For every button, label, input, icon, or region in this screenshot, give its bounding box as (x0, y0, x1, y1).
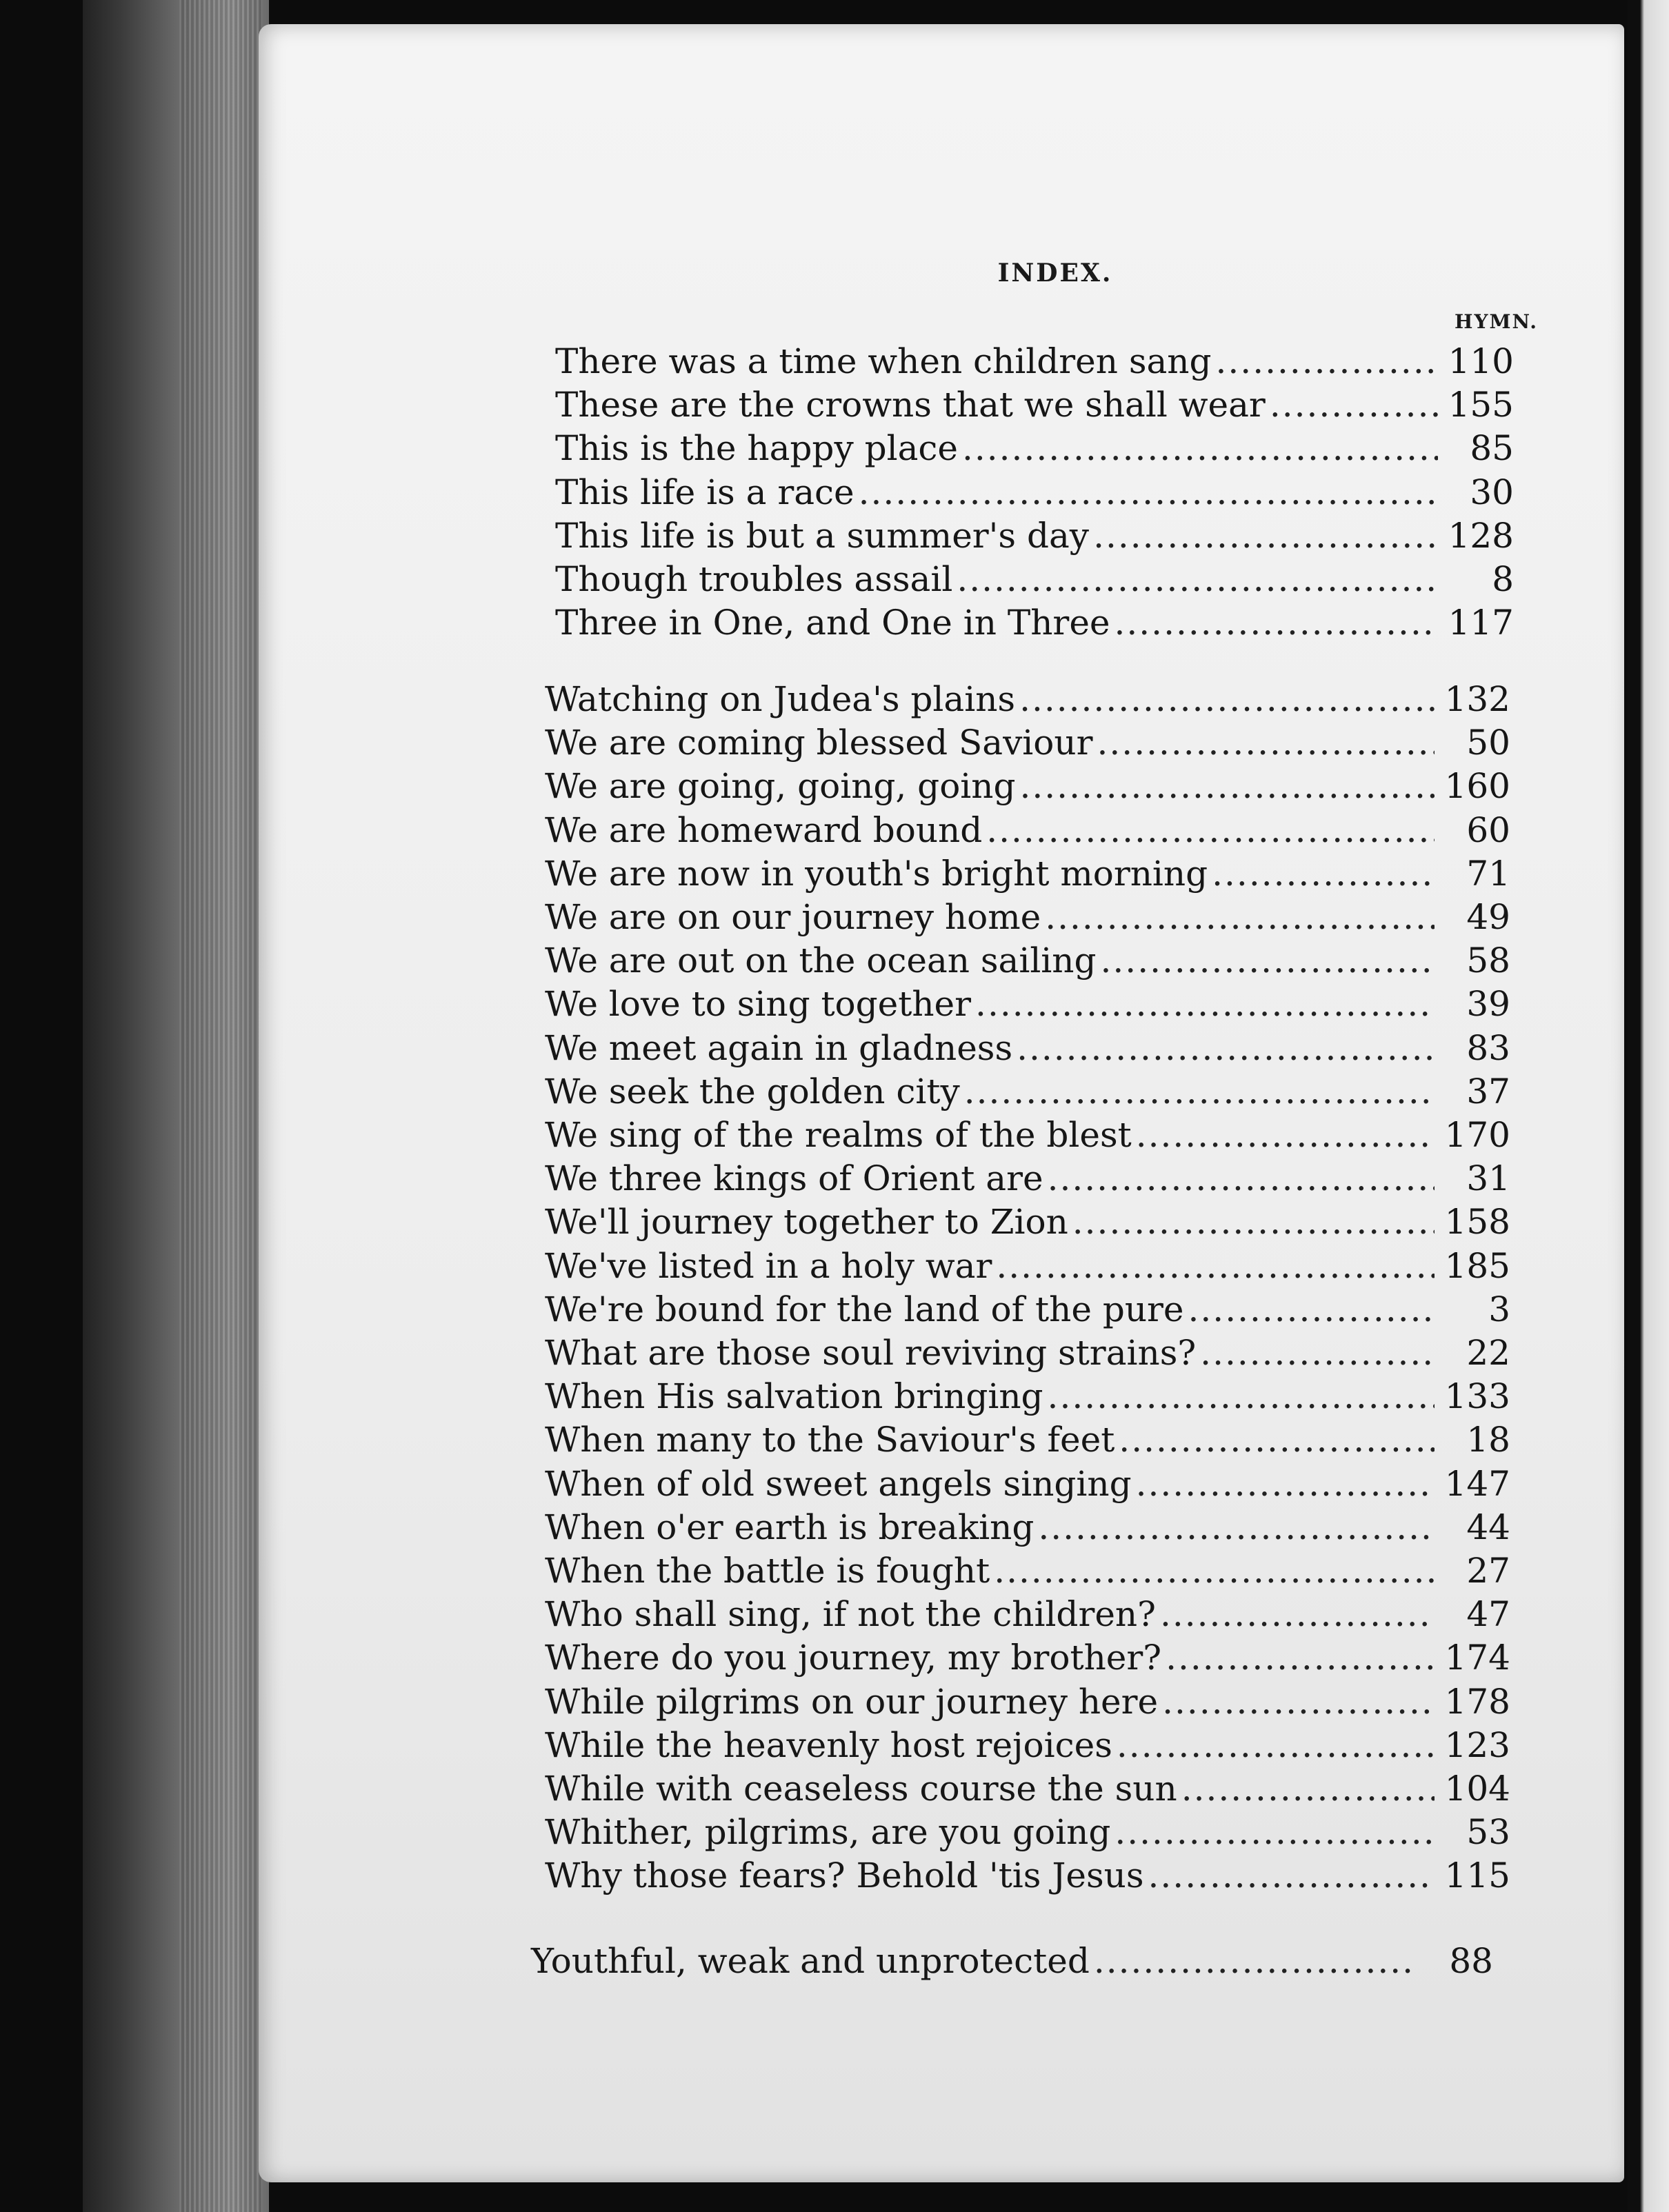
index-entry (545, 1551, 1510, 1592)
index-entry (545, 1638, 1510, 1679)
index-entry (545, 897, 1510, 938)
entry-title: While the heavenly host rejoices (545, 1725, 1112, 1765)
dot-leader (994, 1551, 1435, 1591)
index-entry (555, 516, 1514, 557)
dot-leader (1072, 1202, 1435, 1242)
index-entry (545, 1769, 1510, 1810)
index-entry (555, 559, 1514, 601)
hymn-number: 170 (1444, 1115, 1510, 1155)
dot-leader (1148, 1856, 1435, 1896)
index-entry (545, 1856, 1510, 1897)
hymn-number: 160 (1444, 766, 1510, 807)
hymn-number: 132 (1444, 679, 1510, 719)
index-entry (545, 1246, 1510, 1287)
dot-leader (1038, 1507, 1435, 1547)
index-entry (545, 1464, 1510, 1505)
entry-title: We seek the golden city (545, 1071, 960, 1112)
entry-title: This is the happy place (555, 428, 958, 469)
hymn-number: 115 (1444, 1856, 1510, 1896)
dot-leader (1115, 603, 1439, 643)
entry-title: Youthful, weak and unprotected (531, 1941, 1090, 1981)
index-entry (545, 1333, 1510, 1374)
hymn-number: 22 (1466, 1333, 1510, 1373)
hymn-number: 8 (1492, 559, 1514, 599)
page-stack-lines (179, 0, 262, 2212)
hymn-number: 49 (1466, 897, 1510, 937)
entry-title: We three kings of Orient are (545, 1158, 1043, 1199)
page-heading: INDEX. (997, 259, 1113, 288)
hymn-number: 174 (1444, 1638, 1510, 1678)
entry-title: While with ceaseless course the sun (545, 1769, 1177, 1809)
dot-leader (1216, 341, 1438, 381)
index-entry (545, 679, 1510, 721)
dot-leader (1200, 1333, 1435, 1373)
entry-title: When many to the Saviour's feet (545, 1420, 1115, 1460)
index-entry (545, 1507, 1510, 1549)
hymn-number: 37 (1466, 1071, 1510, 1112)
entry-title: Who shall sing, if not the children? (545, 1594, 1156, 1635)
index-entry (555, 603, 1514, 644)
index-entry (545, 1072, 1510, 1113)
index-entry (531, 1941, 1493, 1982)
index-entry (545, 1725, 1510, 1767)
dot-leader (1020, 766, 1435, 806)
dot-leader (1115, 1812, 1435, 1852)
hymn-number: 71 (1466, 853, 1510, 894)
dot-leader (1136, 1115, 1435, 1155)
hymn-number: 50 (1466, 723, 1510, 763)
hymn-number: 53 (1466, 1812, 1510, 1853)
entry-title: These are the crowns that we shall wear (555, 385, 1266, 425)
entry-title: We meet again in gladness (545, 1027, 1013, 1068)
hymn-number: 27 (1466, 1551, 1510, 1591)
hymn-number: 117 (1448, 603, 1514, 643)
entry-title: When of old sweet angels singing (545, 1463, 1132, 1504)
index-entry (545, 1202, 1510, 1243)
facing-page-edge (1628, 0, 1669, 2212)
dot-leader (1094, 1941, 1417, 1981)
entry-title: Where do you journey, my brother? (545, 1638, 1162, 1678)
entry-title: This life is but a summer's day (555, 515, 1090, 556)
dot-leader (1181, 1769, 1435, 1809)
entry-title: We are now in youth's bright morning (545, 853, 1208, 894)
index-entry (545, 1376, 1510, 1418)
dot-leader (1162, 1682, 1435, 1722)
entry-title: There was a time when children sang (555, 341, 1212, 381)
dot-leader (1119, 1420, 1435, 1460)
hymn-number: 31 (1466, 1158, 1510, 1199)
index-entry (545, 810, 1510, 852)
dot-leader (1019, 679, 1435, 719)
hymn-number: 104 (1444, 1769, 1510, 1809)
entry-title: Three in One, and One in Three (555, 603, 1110, 643)
entry-title: Whither, pilgrims, are you going (545, 1812, 1111, 1853)
hymn-number: 128 (1448, 515, 1514, 556)
dot-leader (1188, 1289, 1435, 1329)
entry-title: While pilgrims on our journey here (545, 1681, 1159, 1722)
index-entry (555, 428, 1514, 470)
entry-title: We sing of the realms of the blest (545, 1115, 1132, 1155)
hymn-number: 39 (1466, 984, 1510, 1025)
entry-title: We'll journey together to Zion (545, 1202, 1068, 1243)
index-entry (545, 1594, 1510, 1636)
entry-title: This life is a race (555, 472, 855, 512)
dot-leader (964, 1072, 1435, 1112)
entry-title: We are going, going, going (545, 766, 1016, 807)
dot-leader (1160, 1594, 1435, 1634)
index-entry (545, 1812, 1510, 1853)
entry-title: Watching on Judea's plains (545, 679, 1016, 719)
entry-title: Though troubles assail (555, 559, 953, 599)
index-entry (555, 472, 1514, 514)
index-entry (545, 723, 1510, 764)
hymn-number: 58 (1466, 941, 1510, 981)
hymn-number: 88 (1449, 1941, 1493, 1981)
index-entry (545, 984, 1510, 1025)
index-entry (545, 766, 1510, 807)
hymn-number: 44 (1466, 1507, 1510, 1547)
dot-leader (1048, 1376, 1435, 1416)
index-entry (555, 385, 1514, 426)
dot-leader (1212, 854, 1435, 894)
entry-title: We are coming blessed Saviour (545, 723, 1093, 763)
hymn-number: 47 (1466, 1594, 1510, 1635)
index-entry (545, 1420, 1510, 1461)
entry-title: When His salvation bringing (545, 1376, 1043, 1417)
index-entry (545, 1289, 1510, 1331)
hymn-number: 110 (1448, 341, 1514, 381)
dot-leader (859, 472, 1438, 512)
index-entry (545, 1682, 1510, 1723)
hymn-number: 60 (1466, 810, 1510, 850)
hymn-number: 123 (1444, 1725, 1510, 1765)
entry-title: We are homeward bound (545, 810, 983, 850)
entry-title: Why those fears? Behold 'tis Jesus (545, 1856, 1144, 1896)
dot-leader (1048, 1158, 1435, 1198)
entry-title: We've listed in a holy war (545, 1245, 992, 1286)
entry-title: We are out on the ocean sailing (545, 941, 1097, 981)
hymn-number: 158 (1444, 1202, 1510, 1243)
dot-leader (962, 428, 1438, 468)
dot-leader (1093, 516, 1438, 556)
entry-title: We love to sing together (545, 984, 972, 1025)
entry-title: When o'er earth is breaking (545, 1507, 1035, 1547)
dot-leader (1097, 723, 1435, 763)
hymn-number: 3 (1488, 1289, 1510, 1329)
entry-title: What are those soul reviving strains? (545, 1333, 1197, 1373)
index-entry (545, 1158, 1510, 1200)
dot-leader (957, 559, 1438, 599)
hymn-number: 178 (1444, 1681, 1510, 1722)
hymn-number: 185 (1444, 1245, 1510, 1286)
dot-leader (1136, 1464, 1435, 1504)
dot-leader (1045, 897, 1435, 937)
hymn-column-label: HYMN. (1455, 310, 1538, 333)
hymn-number: 83 (1466, 1027, 1510, 1068)
entry-title: When the battle is fought (545, 1551, 990, 1591)
dot-leader (986, 810, 1435, 850)
index-entry (545, 1115, 1510, 1156)
dot-leader (1270, 385, 1438, 425)
index-entry (545, 1028, 1510, 1069)
hymn-number: 85 (1470, 428, 1514, 469)
hymn-number: 30 (1470, 472, 1514, 512)
hymn-number: 155 (1448, 385, 1514, 425)
hymn-number: 18 (1466, 1420, 1510, 1460)
entry-title: We are on our journey home (545, 897, 1041, 937)
dot-leader (1117, 1725, 1435, 1765)
hymn-number: 133 (1444, 1376, 1510, 1417)
dot-leader (1166, 1638, 1435, 1678)
index-entry (545, 941, 1510, 982)
index-entry (545, 854, 1510, 895)
dot-leader (975, 984, 1435, 1024)
entry-title: We're bound for the land of the pure (545, 1289, 1184, 1329)
index-entry (555, 341, 1514, 383)
hymn-number: 147 (1444, 1463, 1510, 1504)
dot-leader (1101, 941, 1435, 981)
dot-leader (1017, 1028, 1435, 1068)
dot-leader (996, 1246, 1435, 1286)
